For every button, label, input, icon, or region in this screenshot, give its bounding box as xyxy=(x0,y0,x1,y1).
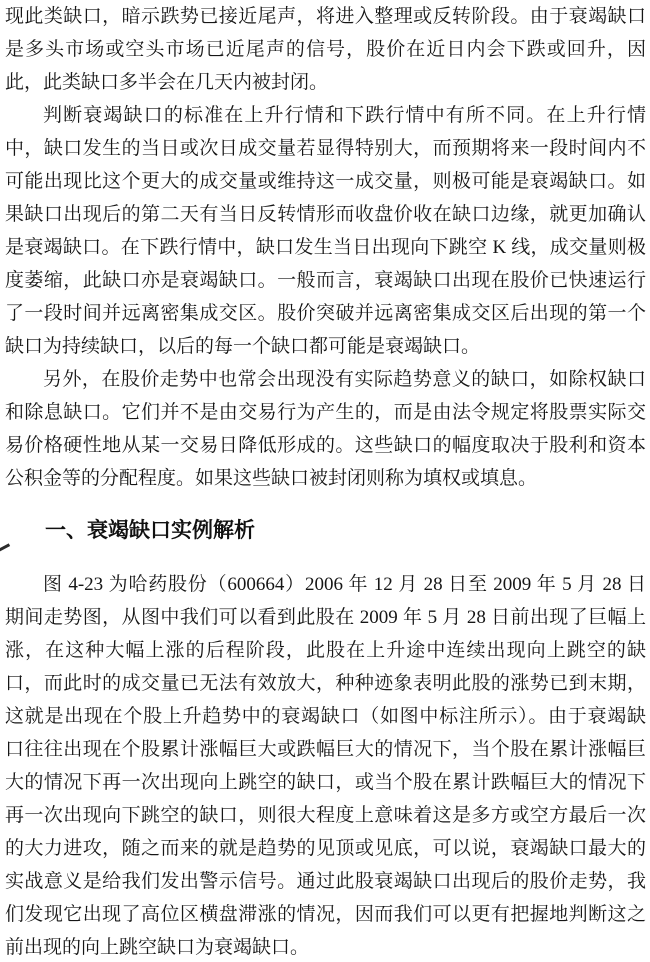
text-line: 缺口为持续缺口，以后的每一个缺口都可能是衰竭缺口。 xyxy=(5,336,481,357)
text-line: 是多头市场或空头市场已近尾声的信号，股价在近日内会下跌或回升，因 xyxy=(5,39,646,60)
text-line: 期间走势图，从图中我们可以看到此股在 2009 年 5 月 28 日前出现了巨幅上 xyxy=(5,607,646,628)
paragraph xyxy=(5,99,646,363)
paragraph xyxy=(5,0,646,99)
text-line: 公积金等的分配程度。如果这些缺口被封闭则称为填权或填息。 xyxy=(5,468,538,489)
text-line: 可能出现比这个更大的成交量或维持这一成交量，则极可能是衰竭缺口。如 xyxy=(5,171,646,192)
text-line: 图 4-23 为哈药股份（600664）2006 年 12 月 28 日至 2009 年 5 月 28 日 xyxy=(43,574,646,595)
text-line: 是衰竭缺口。在下跌行情中，缺口发生当日出现向下跳空 K 线，成交量则极 xyxy=(5,237,646,258)
text-line: 现此类缺口，暗示跌势已接近尾声，将进入整理或反转阶段。由于衰竭缺口 xyxy=(5,6,646,27)
text-line: 再一次出现向下跳空的缺口，则很大程度上意味着这是多方或空方最后一次 xyxy=(5,805,646,826)
text-line: 的大力进攻，随之而来的就是趋势的见顶或见底，可以说，衰竭缺口最大的 xyxy=(5,838,646,859)
text-line: 涨，在这种大幅上涨的后程阶段，此股在上升途中连续出现向上跳空的缺 xyxy=(5,640,646,661)
paragraph xyxy=(5,363,646,495)
text-line: 大的情况下再一次出现向上跳空的缺口，或当个股在累计跌幅巨大的情况下 xyxy=(5,772,646,793)
text-line: 了一段时间并远离密集成交区。股价突破并远离密集成交区后出现的第一个 xyxy=(5,303,646,324)
text-line: 易价格硬性地从某一交易日降低形成的。这些缺口的幅度取决于股利和资本 xyxy=(5,435,646,456)
text-line: 实战意义是给我们发出警示信号。通过此股衰竭缺口出现后的股价走势，我 xyxy=(5,871,646,892)
body-text xyxy=(5,0,646,962)
text-line: 口往往出现在个股累计涨幅巨大或跌幅巨大的情况下，当个股在累计涨幅巨 xyxy=(5,739,646,760)
text-line: 果缺口出现后的第二天有当日反转情形而收盘价收在缺口边缘，就更加确认 xyxy=(5,204,646,225)
text-line: 判断衰竭缺口的标准在上升行情和下跌行情中有所不同。在上升行情 xyxy=(43,105,646,126)
text-line: 另外，在股价走势中也常会出现没有实际趋势意义的缺口，如除权缺口 xyxy=(43,369,646,390)
paragraph xyxy=(5,568,646,962)
text-line: 前出现的向上跳空缺口为衰竭缺口。 xyxy=(5,937,310,958)
section-heading: 一、衰竭缺口实例解析 xyxy=(45,519,255,542)
text-line: 中，缺口发生的当日或次日成交量若显得特别大，而预期将来一段时间内不 xyxy=(5,138,646,159)
text-line: 此，此类缺口多半会在几天内被封闭。 xyxy=(5,72,329,93)
text-line: 度萎缩，此缺口亦是衰竭缺口。一般而言，衰竭缺口出现在股价已快速运行 xyxy=(5,270,646,291)
text-line: 们发现它出现了高位区横盘滞涨的情况，因而我们可以更有把握地判断这之 xyxy=(5,904,646,925)
text-line: 这就是出现在个股上升趋势中的衰竭缺口（如图中标注所示）。由于衰竭缺 xyxy=(5,706,646,727)
text-line: 口，而此时的成交量已无法有效放大，种种迹象表明此股的涨势已到末期， xyxy=(5,673,646,694)
text-line: 和除息缺口。它们并不是由交易行为产生的，而是由法令规定将股票实际交 xyxy=(5,402,646,423)
